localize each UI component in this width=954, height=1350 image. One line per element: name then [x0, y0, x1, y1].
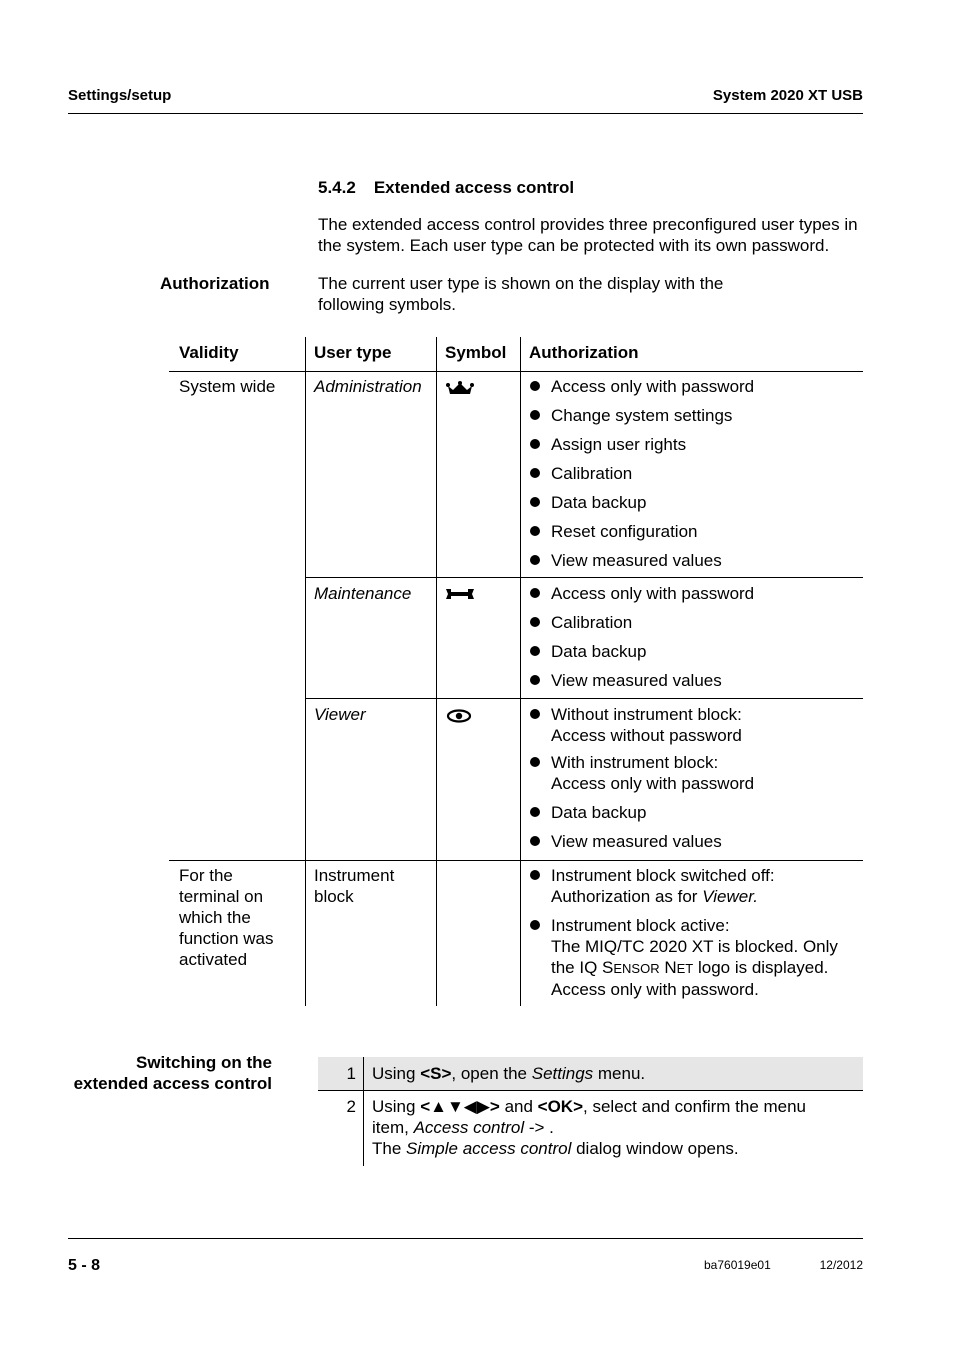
doc-date: 12/2012 — [819, 1258, 863, 1272]
list-item-line: Access only with password — [551, 774, 755, 793]
validity-line: which the — [179, 908, 251, 927]
th-authorization: Authorization — [529, 343, 639, 362]
table-col-line — [305, 337, 306, 1006]
key-label: <▲▼◀▶> — [420, 1097, 500, 1116]
list-item-line: Instrument block active: — [551, 916, 730, 935]
key-label: <OK> — [537, 1097, 584, 1116]
validity-system-wide: System wide — [179, 377, 276, 396]
list-item-line: Instrument block switched off: — [551, 866, 775, 885]
list-item: Access only with password — [529, 583, 859, 604]
side-heading-line: extended access control — [73, 1074, 272, 1093]
user-type-instrument-block — [314, 865, 394, 907]
user-type-administration: Administration — [314, 377, 422, 396]
authorization-text-line: following symbols. — [318, 295, 456, 314]
step-text-line — [372, 1138, 852, 1159]
text-run: The — [372, 1139, 407, 1158]
text-run: N — [659, 958, 677, 977]
text-run-smallcaps: ENSOR — [613, 961, 660, 976]
switching-side-heading — [74, 1052, 272, 1094]
list-item-line: Access only with password. — [551, 980, 759, 999]
text-run: and — [499, 1097, 538, 1116]
instrument-block-auth-list — [529, 865, 859, 1000]
user-type-line: Instrument — [314, 866, 395, 885]
menu-name: Settings — [531, 1064, 594, 1083]
administration-auth-list — [529, 376, 859, 571]
list-item-line: Without instrument block: — [551, 705, 742, 724]
page-number: 5 - 8 — [68, 1257, 101, 1274]
user-type-viewer: Viewer — [314, 705, 366, 724]
text-run: Using — [372, 1064, 421, 1083]
list-item: View measured values — [529, 831, 859, 852]
list-item — [529, 915, 859, 1000]
step-row-1 — [318, 1057, 863, 1090]
section-number: 5.4.2 — [318, 178, 356, 197]
validity-line: activated — [179, 950, 248, 969]
eye-icon — [446, 709, 472, 723]
th-user-type: User type — [314, 343, 392, 362]
text-run: , open the — [451, 1064, 532, 1083]
text-run: Authorization as for — [551, 887, 703, 906]
step-row-2 — [318, 1091, 863, 1166]
wrench-icon — [446, 587, 474, 601]
step-text — [372, 1096, 852, 1159]
table-col-line — [520, 337, 521, 1006]
list-item: Calibration — [529, 463, 859, 484]
header-rule — [68, 113, 863, 114]
doc-number: ba76019e01 — [704, 1258, 771, 1272]
text-run-italic: Viewer. — [702, 887, 758, 906]
crown-icon — [446, 381, 474, 397]
validity-line: terminal on — [179, 887, 264, 906]
viewer-auth-list — [529, 704, 859, 852]
text-run: menu. — [593, 1064, 646, 1083]
list-item: Data backup — [529, 802, 859, 823]
text-run: logo is displayed. — [693, 958, 829, 977]
maintenance-auth-list — [529, 583, 859, 691]
user-type-maintenance: Maintenance — [314, 584, 412, 603]
user-type-line: block — [314, 887, 354, 906]
step-text — [372, 1063, 852, 1084]
list-item: Reset configuration — [529, 521, 859, 542]
list-item: Assign user rights — [529, 434, 859, 455]
side-heading-line: Switching on the — [136, 1053, 272, 1072]
section-title: Extended access control — [373, 178, 575, 197]
step-text-line — [372, 1117, 852, 1138]
footer-rule — [68, 1238, 863, 1239]
section-heading — [318, 177, 574, 198]
header-right: System 2020 XT USB — [712, 87, 863, 104]
list-item-line: Access without password — [551, 726, 742, 745]
text-run: dialog window opens. — [571, 1139, 739, 1158]
table-row-rule — [305, 698, 863, 699]
list-item-line: With instrument block: — [551, 753, 719, 772]
list-item: Calibration — [529, 612, 859, 633]
list-item — [529, 865, 859, 907]
list-item: View measured values — [529, 550, 859, 571]
authorization-text-line: The current user type is shown on the display with the — [318, 274, 724, 293]
th-validity: Validity — [179, 343, 239, 362]
step-text-line — [372, 1096, 852, 1117]
table-col-line — [436, 337, 437, 1006]
text-run: Using — [372, 1097, 421, 1116]
list-item — [529, 704, 859, 746]
step-number: 2 — [346, 1097, 356, 1116]
list-item-line: The MIQ/TC 2020 XT is blocked. Only — [551, 937, 838, 956]
table-row-rule — [305, 577, 863, 578]
th-symbol: Symbol — [445, 343, 507, 362]
authorization-text — [318, 273, 723, 315]
list-item: Access only with password — [529, 376, 859, 397]
intro-paragraph: The extended access control provides three preconfigured user types in the system. Each user type can be protected with its own password. — [318, 215, 858, 255]
key-label: <S> — [420, 1064, 452, 1083]
list-item — [529, 752, 859, 794]
list-item-line — [551, 957, 859, 979]
list-item: View measured values — [529, 670, 859, 691]
text-run: -> . — [524, 1118, 554, 1137]
text-run: item, — [372, 1118, 414, 1137]
validity-line: function was — [179, 929, 274, 948]
authorization-side-heading: Authorization — [160, 274, 270, 293]
menu-item-name: Access control — [413, 1118, 525, 1137]
text-run-smallcaps: ET — [676, 961, 694, 976]
table-row-rule — [169, 860, 863, 861]
text-run: , select and confirm the menu — [583, 1097, 807, 1116]
step-number: 1 — [346, 1064, 356, 1083]
list-item: Data backup — [529, 492, 859, 513]
validity-line: For the — [179, 866, 233, 885]
table-header-rule — [169, 371, 863, 372]
list-item: Change system settings — [529, 405, 859, 426]
list-item-line — [551, 886, 859, 907]
list-item: Data backup — [529, 641, 859, 662]
header-left: Settings/setup — [68, 87, 172, 104]
dialog-name: Simple access control — [406, 1139, 572, 1158]
text-run: the IQ S — [551, 958, 614, 977]
validity-terminal — [179, 865, 274, 970]
